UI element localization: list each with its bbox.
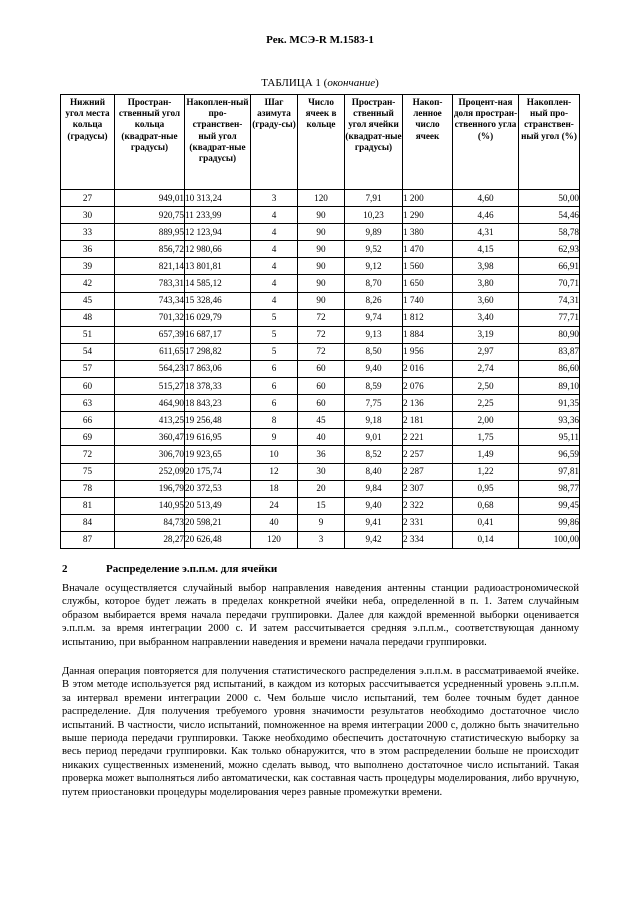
col-header-cumulative-solid-angle: Накоплен-ный про-странствен-ный угол (квадрат-ные градусы) [185,95,251,190]
cell-cell-solid-angle: 9,01 [345,429,403,446]
cell-percent-solid-angle: 1,75 [453,429,519,446]
cell-azimuth-step: 9 [251,429,298,446]
cell-lower-elevation: 33 [61,224,115,241]
cell-cells-in-ring: 90 [298,258,345,275]
cell-cumulative-percent: 70,71 [519,275,580,292]
cell-azimuth-step: 4 [251,207,298,224]
col-header-lower-elevation: Нижний угол места кольца (градусы) [61,95,115,190]
col-header-azimuth-step: Шаг азимута (граду-сы) [251,95,298,190]
table-body [61,190,580,549]
cell-ring-solid-angle: 949,01 [115,190,185,207]
cell-cumulative-solid-angle: 11 233,99 [185,207,251,224]
cell-ring-solid-angle: 360,47 [115,429,185,446]
cell-ring-solid-angle: 564,23 [115,360,185,377]
cell-cumulative-solid-angle: 19 256,48 [185,412,251,429]
cell-cumulative-cells: 1 200 [403,190,453,207]
cell-cell-solid-angle: 7,75 [345,395,403,412]
paragraph-1: Вначале осуществляется случайный выбор направления наведения антенны станции радиоастрономической службы, которое будет лежать в пределах конкретной ячейки неба, определенной в п. 1. Затем случайным образом выбирается время начала передачи группировки. Далее для каждой временной выборки оценивается э.п.п.м. за время интеграции 2000 с. И затем рассчитывается средняя э.п.п.м., соответствующая данному испытанию, при выбранном направлении наведения и времени начала передачи группировки. [62,583,579,648]
cell-cumulative-percent: 97,81 [519,463,580,480]
cell-cumulative-cells: 2 016 [403,360,453,377]
col-header-percent-solid-angle: Процент-ная доля простран-ственного угла (%) [453,95,519,190]
cell-percent-solid-angle: 4,31 [453,224,519,241]
cell-cumulative-cells: 2 076 [403,378,453,395]
cell-cumulative-solid-angle: 15 328,46 [185,292,251,309]
cell-cells-in-ring: 3 [298,531,345,548]
cell-cumulative-cells: 1 740 [403,292,453,309]
col-header-cumulative-percent: Накоплен-ный про-странствен-ный угол (%) [519,95,580,190]
cell-cells-in-ring: 90 [298,292,345,309]
cell-azimuth-step: 4 [251,292,298,309]
cell-azimuth-step: 4 [251,275,298,292]
cell-ring-solid-angle: 196,79 [115,480,185,497]
table-row [61,292,580,309]
cell-lower-elevation: 72 [61,446,115,463]
cell-cumulative-solid-angle: 12 123,94 [185,224,251,241]
cell-cumulative-solid-angle: 20 372,53 [185,480,251,497]
cell-cumulative-percent: 74,31 [519,292,580,309]
cell-azimuth-step: 40 [251,514,298,531]
cell-cumulative-cells: 1 884 [403,326,453,343]
cell-cell-solid-angle: 10,23 [345,207,403,224]
cell-percent-solid-angle: 3,98 [453,258,519,275]
cell-cumulative-solid-angle: 18 378,33 [185,378,251,395]
table-row [61,224,580,241]
cell-cumulative-solid-angle: 14 585,12 [185,275,251,292]
cell-cells-in-ring: 15 [298,497,345,514]
cell-cumulative-cells: 1 380 [403,224,453,241]
cell-cumulative-cells: 2 257 [403,446,453,463]
cell-cumulative-solid-angle: 16 687,17 [185,326,251,343]
cell-cell-solid-angle: 9,40 [345,497,403,514]
cell-cells-in-ring: 60 [298,395,345,412]
cell-cumulative-cells: 2 181 [403,412,453,429]
table-row [61,412,580,429]
section-heading [62,563,277,575]
table-row [61,309,580,326]
cell-lower-elevation: 66 [61,412,115,429]
cell-cumulative-solid-angle: 17 863,06 [185,360,251,377]
table-row [61,190,580,207]
cell-cells-in-ring: 40 [298,429,345,446]
cell-cell-solid-angle: 9,52 [345,241,403,258]
cell-cumulative-percent: 91,35 [519,395,580,412]
cell-percent-solid-angle: 0,14 [453,531,519,548]
cell-cell-solid-angle: 8,50 [345,343,403,360]
table-row [61,480,580,497]
table-row [61,326,580,343]
cell-lower-elevation: 42 [61,275,115,292]
cell-percent-solid-angle: 3,80 [453,275,519,292]
cell-cells-in-ring: 72 [298,309,345,326]
table-row [61,497,580,514]
cell-cumulative-cells: 2 307 [403,480,453,497]
table-header-row [61,95,580,190]
cell-lower-elevation: 30 [61,207,115,224]
cell-cell-solid-angle: 8,26 [345,292,403,309]
table-row [61,258,580,275]
cell-azimuth-step: 18 [251,480,298,497]
cell-lower-elevation: 81 [61,497,115,514]
cell-cells-in-ring: 120 [298,190,345,207]
cell-cumulative-solid-angle: 12 980,66 [185,241,251,258]
paragraph-2: Данная операция повторяется для получения статистического распределения э.п.п.м. в рассматриваемой ячейке. В этом методе используется ряд испытаний, в каждом из которых рассчитывается усредненный уровень э.п.п.м. за интервал времени интеграции 2000 с. Чем больше число испытаний, тем более точным будет данное распределение. Для получения требуемого уровня значимости результатов необходимо достаточное число испытаний. В частности, число испытаний, помноженное на время интеграции 2000 с, должно быть значительно выше периода передачи группировки. Также необходимо обеспечить достаточную статистическую выборку за весь период передачи группировки. Как только обнаружится, что в этом распределении больше не происходит никаких существенных изменений, можно сделать вывод, что выполнено достаточное число испытаний. Такая проверка может выполняться либо автоматически, как составная часть процедуры моделирования, либо вручную, путем приостановки процедуры моделирования через равные промежутки времени. [62,666,579,798]
cell-cells-in-ring: 90 [298,275,345,292]
cell-azimuth-step: 4 [251,224,298,241]
cell-cumulative-percent: 58,78 [519,224,580,241]
cell-percent-solid-angle: 2,50 [453,378,519,395]
data-table [60,94,580,549]
cell-azimuth-step: 5 [251,309,298,326]
cell-cumulative-percent: 89,10 [519,378,580,395]
cell-cumulative-cells: 2 322 [403,497,453,514]
cell-cells-in-ring: 90 [298,207,345,224]
table-row [61,275,580,292]
table-row [61,446,580,463]
cell-percent-solid-angle: 1,49 [453,446,519,463]
cell-percent-solid-angle: 3,19 [453,326,519,343]
cell-cumulative-percent: 96,59 [519,446,580,463]
cell-cumulative-percent: 98,77 [519,480,580,497]
cell-azimuth-step: 5 [251,343,298,360]
cell-lower-elevation: 63 [61,395,115,412]
cell-cumulative-cells: 1 290 [403,207,453,224]
cell-cells-in-ring: 90 [298,224,345,241]
cell-cumulative-solid-angle: 17 298,82 [185,343,251,360]
cell-lower-elevation: 60 [61,378,115,395]
cell-percent-solid-angle: 0,95 [453,480,519,497]
table-row [61,514,580,531]
cell-cell-solid-angle: 9,13 [345,326,403,343]
cell-percent-solid-angle: 4,15 [453,241,519,258]
cell-cumulative-percent: 99,45 [519,497,580,514]
cell-azimuth-step: 12 [251,463,298,480]
table-title-close: ) [375,77,379,89]
cell-ring-solid-angle: 252,09 [115,463,185,480]
cell-ring-solid-angle: 306,70 [115,446,185,463]
cell-ring-solid-angle: 657,39 [115,326,185,343]
cell-cumulative-cells: 1 560 [403,258,453,275]
cell-azimuth-step: 6 [251,360,298,377]
cell-ring-solid-angle: 701,32 [115,309,185,326]
cell-lower-elevation: 84 [61,514,115,531]
cell-lower-elevation: 36 [61,241,115,258]
cell-cells-in-ring: 9 [298,514,345,531]
cell-cumulative-cells: 1 812 [403,309,453,326]
cell-cumulative-solid-angle: 20 175,74 [185,463,251,480]
cell-ring-solid-angle: 464,90 [115,395,185,412]
cell-cumulative-percent: 66,91 [519,258,580,275]
table-row [61,241,580,258]
cell-cumulative-solid-angle: 20 626,48 [185,531,251,548]
cell-azimuth-step: 4 [251,241,298,258]
cell-azimuth-step: 10 [251,446,298,463]
cell-cumulative-cells: 1 650 [403,275,453,292]
cell-ring-solid-angle: 821,14 [115,258,185,275]
cell-cell-solid-angle: 9,84 [345,480,403,497]
cell-cells-in-ring: 36 [298,446,345,463]
cell-percent-solid-angle: 0,68 [453,497,519,514]
cell-lower-elevation: 39 [61,258,115,275]
cell-percent-solid-angle: 2,97 [453,343,519,360]
cell-cumulative-percent: 80,90 [519,326,580,343]
cell-cumulative-solid-angle: 19 616,95 [185,429,251,446]
cell-cells-in-ring: 60 [298,360,345,377]
cell-cumulative-solid-angle: 19 923,65 [185,446,251,463]
table-row [61,429,580,446]
cell-cell-solid-angle: 9,74 [345,309,403,326]
cell-cumulative-percent: 95,11 [519,429,580,446]
cell-cumulative-percent: 77,71 [519,309,580,326]
cell-ring-solid-angle: 611,65 [115,343,185,360]
cell-lower-elevation: 54 [61,343,115,360]
table-title-continuation: окончание [327,77,376,89]
cell-cumulative-percent: 62,93 [519,241,580,258]
cell-cumulative-solid-angle: 20 598,21 [185,514,251,531]
cell-cumulative-cells: 2 334 [403,531,453,548]
section-title: Распределение э.п.п.м. для ячейки [106,563,278,575]
cell-cell-solid-angle: 8,52 [345,446,403,463]
cell-lower-elevation: 51 [61,326,115,343]
cell-azimuth-step: 6 [251,378,298,395]
cell-lower-elevation: 78 [61,480,115,497]
cell-cells-in-ring: 90 [298,241,345,258]
cell-cell-solid-angle: 8,70 [345,275,403,292]
cell-cell-solid-angle: 8,59 [345,378,403,395]
cell-cumulative-percent: 99,86 [519,514,580,531]
cell-ring-solid-angle: 28,27 [115,531,185,548]
cell-cell-solid-angle: 9,12 [345,258,403,275]
cell-ring-solid-angle: 140,95 [115,497,185,514]
cell-percent-solid-angle: 3,40 [453,309,519,326]
cell-ring-solid-angle: 743,34 [115,292,185,309]
col-header-cells-in-ring: Число ячеек в кольце [298,95,345,190]
cell-cell-solid-angle: 9,18 [345,412,403,429]
table-title [0,77,640,89]
cell-cumulative-cells: 1 956 [403,343,453,360]
cell-cell-solid-angle: 9,42 [345,531,403,548]
cell-ring-solid-angle: 889,95 [115,224,185,241]
cell-cumulative-cells: 2 136 [403,395,453,412]
cell-lower-elevation: 27 [61,190,115,207]
cell-cell-solid-angle: 9,89 [345,224,403,241]
col-header-cell-solid-angle: Простран-ственный угол ячейки (квадрат-ные градусы) [345,95,403,190]
cell-lower-elevation: 48 [61,309,115,326]
cell-cumulative-percent: 93,36 [519,412,580,429]
cell-azimuth-step: 5 [251,326,298,343]
cell-cumulative-percent: 100,00 [519,531,580,548]
cell-percent-solid-angle: 4,46 [453,207,519,224]
cell-lower-elevation: 45 [61,292,115,309]
cell-cumulative-cells: 2 331 [403,514,453,531]
cell-ring-solid-angle: 515,27 [115,378,185,395]
table-title-main: ТАБЛИЦА 1 ( [261,77,328,89]
cell-percent-solid-angle: 2,00 [453,412,519,429]
cell-cells-in-ring: 45 [298,412,345,429]
cell-cumulative-solid-angle: 18 843,23 [185,395,251,412]
running-header: Рек. МСЭ-R M.1583-1 [266,34,374,46]
col-header-ring-solid-angle: Простран-ственный угол кольца (квадрат-ные градусы) [115,95,185,190]
cell-cells-in-ring: 20 [298,480,345,497]
cell-cells-in-ring: 60 [298,378,345,395]
cell-azimuth-step: 8 [251,412,298,429]
cell-lower-elevation: 75 [61,463,115,480]
cell-cell-solid-angle: 9,40 [345,360,403,377]
section-number: 2 [62,563,68,575]
cell-cell-solid-angle: 9,41 [345,514,403,531]
cell-ring-solid-angle: 84,73 [115,514,185,531]
table-row [61,463,580,480]
cell-cumulative-percent: 54,46 [519,207,580,224]
cell-azimuth-step: 120 [251,531,298,548]
cell-cumulative-solid-angle: 13 801,81 [185,258,251,275]
cell-percent-solid-angle: 1,22 [453,463,519,480]
col-header-cumulative-cells: Накоп-ленное число ячеек [403,95,453,190]
cell-ring-solid-angle: 783,31 [115,275,185,292]
cell-ring-solid-angle: 413,25 [115,412,185,429]
cell-cumulative-cells: 2 221 [403,429,453,446]
cell-percent-solid-angle: 2,25 [453,395,519,412]
cell-cumulative-solid-angle: 10 313,24 [185,190,251,207]
cell-ring-solid-angle: 856,72 [115,241,185,258]
cell-cell-solid-angle: 7,91 [345,190,403,207]
cell-ring-solid-angle: 920,75 [115,207,185,224]
cell-cell-solid-angle: 8,40 [345,463,403,480]
cell-percent-solid-angle: 4,60 [453,190,519,207]
cell-lower-elevation: 87 [61,531,115,548]
table-row [61,395,580,412]
cell-azimuth-step: 3 [251,190,298,207]
cell-percent-solid-angle: 0,41 [453,514,519,531]
cell-cells-in-ring: 30 [298,463,345,480]
table-row [61,343,580,360]
cell-azimuth-step: 4 [251,258,298,275]
cell-cumulative-solid-angle: 20 513,49 [185,497,251,514]
cell-percent-solid-angle: 3,60 [453,292,519,309]
cell-cumulative-percent: 83,87 [519,343,580,360]
cell-percent-solid-angle: 2,74 [453,360,519,377]
table-row [61,207,580,224]
cell-cells-in-ring: 72 [298,343,345,360]
cell-azimuth-step: 24 [251,497,298,514]
cell-azimuth-step: 6 [251,395,298,412]
cell-cells-in-ring: 72 [298,326,345,343]
table-row [61,360,580,377]
cell-cumulative-percent: 50,00 [519,190,580,207]
table-row [61,531,580,548]
cell-lower-elevation: 69 [61,429,115,446]
table-row [61,378,580,395]
cell-lower-elevation: 57 [61,360,115,377]
cell-cumulative-percent: 86,60 [519,360,580,377]
cell-cumulative-cells: 2 287 [403,463,453,480]
cell-cumulative-cells: 1 470 [403,241,453,258]
cell-cumulative-solid-angle: 16 029,79 [185,309,251,326]
